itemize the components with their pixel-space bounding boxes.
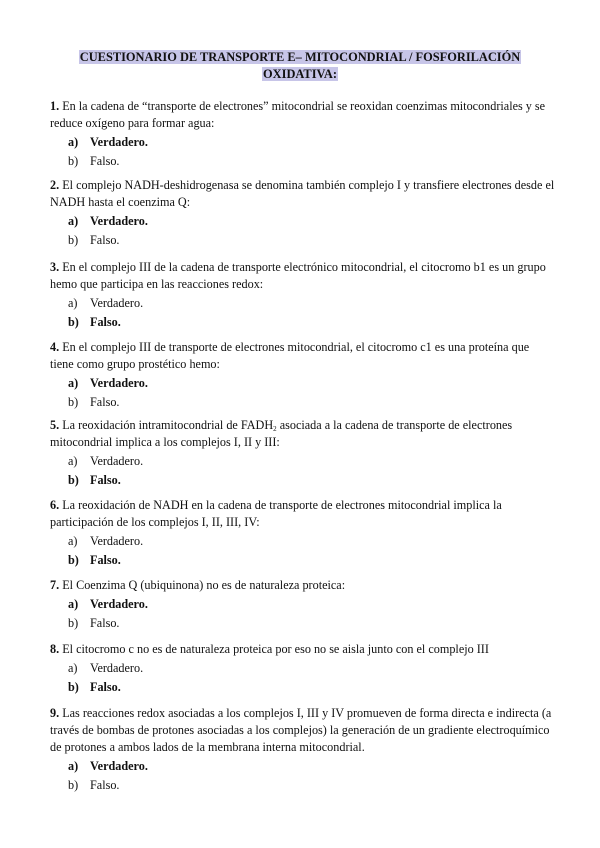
option-b: b) Falso.	[50, 471, 555, 490]
option-label: Falso.	[90, 315, 121, 329]
answer-options	[50, 757, 555, 795]
question-9	[50, 705, 555, 795]
option-label: Falso.	[90, 395, 120, 409]
option-b: b) Falso.	[50, 152, 555, 171]
question-text: La reoxidación de NADH en la cadena de transporte de electrones mitocondrial implica la participación de los complejos I, II, III, IV:	[50, 498, 502, 529]
answer-options	[50, 595, 555, 633]
answer-options	[50, 452, 555, 490]
option-label: Falso.	[90, 154, 120, 168]
question-stem	[50, 259, 555, 293]
question-number: 5.	[50, 418, 60, 432]
option-a: a) Verdadero.	[50, 659, 555, 678]
option-label: Verdadero.	[90, 214, 148, 228]
question-stem	[50, 98, 555, 132]
question-stem	[50, 577, 555, 594]
option-label: Verdadero.	[90, 759, 148, 773]
option-a: a) Verdadero.	[50, 757, 555, 776]
question-2	[50, 177, 555, 250]
question-number: 7.	[50, 578, 60, 592]
question-7	[50, 577, 555, 633]
option-a: a) Verdadero.	[50, 374, 555, 393]
option-label: Falso.	[90, 233, 120, 247]
document-title	[0, 49, 600, 83]
question-5	[50, 417, 555, 490]
question-stem	[50, 417, 555, 451]
question-3	[50, 259, 555, 332]
question-text: El Coenzima Q (ubiquinona) no es de naturaleza proteica:	[62, 578, 346, 592]
option-label: Falso.	[90, 616, 120, 630]
question-text-after: asociada a la cadena de transporte de electrones mitocondrial implica a los complejos I, II y III:	[50, 418, 513, 449]
option-a: a) Verdadero.	[50, 595, 555, 614]
question-stem	[50, 705, 555, 756]
question-number: 9.	[50, 706, 60, 720]
question-stem	[50, 339, 555, 373]
option-label: Falso.	[90, 680, 121, 694]
question-text: El complejo NADH-deshidrogenasa se denomina también complejo I y transfiere electrones desde el NADH hasta el coenzima Q:	[50, 178, 555, 209]
question-number: 1.	[50, 99, 60, 113]
option-label: Falso.	[90, 778, 120, 792]
question-stem	[50, 497, 555, 531]
question-stem	[50, 641, 555, 658]
option-b: b) Falso.	[50, 313, 555, 332]
question-6	[50, 497, 555, 570]
subscript: 2	[273, 425, 277, 433]
answer-options	[50, 133, 555, 171]
question-text: Las reacciones redox asociadas a los complejos I, III y IV promueven de forma directa e indirecta (a través de bombas de protones asociadas a los complejos) la generación de un gradiente electroquímico de protones a ambos lados de la membrana interna mitocondrial.	[50, 706, 552, 754]
question-number: 8.	[50, 642, 60, 656]
question-text: El citocromo c no es de naturaleza proteica por eso no se aisla junto con el complejo III	[62, 642, 489, 656]
option-b: b) Falso.	[50, 678, 555, 697]
option-b: b) Falso.	[50, 614, 555, 633]
option-label: Verdadero.	[90, 534, 144, 548]
question-number: 6.	[50, 498, 60, 512]
option-label: Verdadero.	[90, 661, 144, 675]
question-number: 2.	[50, 178, 60, 192]
answer-options	[50, 532, 555, 570]
title-line-2: OXIDATIVA:	[263, 67, 337, 81]
option-label: Verdadero.	[90, 135, 148, 149]
option-label: Verdadero.	[90, 376, 148, 390]
option-a: a) Verdadero.	[50, 212, 555, 231]
option-a: a) Verdadero.	[50, 294, 555, 313]
question-4	[50, 339, 555, 412]
question-number: 3.	[50, 260, 60, 274]
option-label: Falso.	[90, 553, 121, 567]
question-8	[50, 641, 555, 697]
question-stem	[50, 177, 555, 211]
option-a: a) Verdadero.	[50, 133, 555, 152]
title-line-1: CUESTIONARIO DE TRANSPORTE E– MITOCONDRIAL / FOSFORILACIÓN	[79, 50, 521, 64]
question-text: En el complejo III de la cadena de transporte electrónico mitocondrial, el citocromo b1 es un grupo hemo que participa en las reacciones redox:	[50, 260, 546, 291]
answer-options	[50, 294, 555, 332]
answer-options	[50, 659, 555, 697]
option-label: Verdadero.	[90, 454, 144, 468]
question-text: En el complejo III de transporte de electrones mitocondrial, el citocromo c1 es una proteína que tiene como grupo prostético hemo:	[50, 340, 530, 371]
question-1	[50, 98, 555, 171]
option-b: b) Falso.	[50, 776, 555, 795]
question-text: En la cadena de “transporte de electrones” mitocondrial se reoxidan coenzimas mitocondriales y se reduce oxígeno para formar agua:	[50, 99, 546, 130]
question-number: 4.	[50, 340, 60, 354]
answer-options	[50, 212, 555, 250]
option-b: b) Falso.	[50, 551, 555, 570]
option-a: a) Verdadero.	[50, 452, 555, 471]
option-label: Verdadero.	[90, 597, 148, 611]
question-text-before: La reoxidación intramitocondrial de FADH	[62, 418, 274, 432]
option-label: Falso.	[90, 473, 121, 487]
answer-options	[50, 374, 555, 412]
option-label: Verdadero.	[90, 296, 144, 310]
option-b: b) Falso.	[50, 393, 555, 412]
option-a: a) Verdadero.	[50, 532, 555, 551]
option-b: b) Falso.	[50, 231, 555, 250]
